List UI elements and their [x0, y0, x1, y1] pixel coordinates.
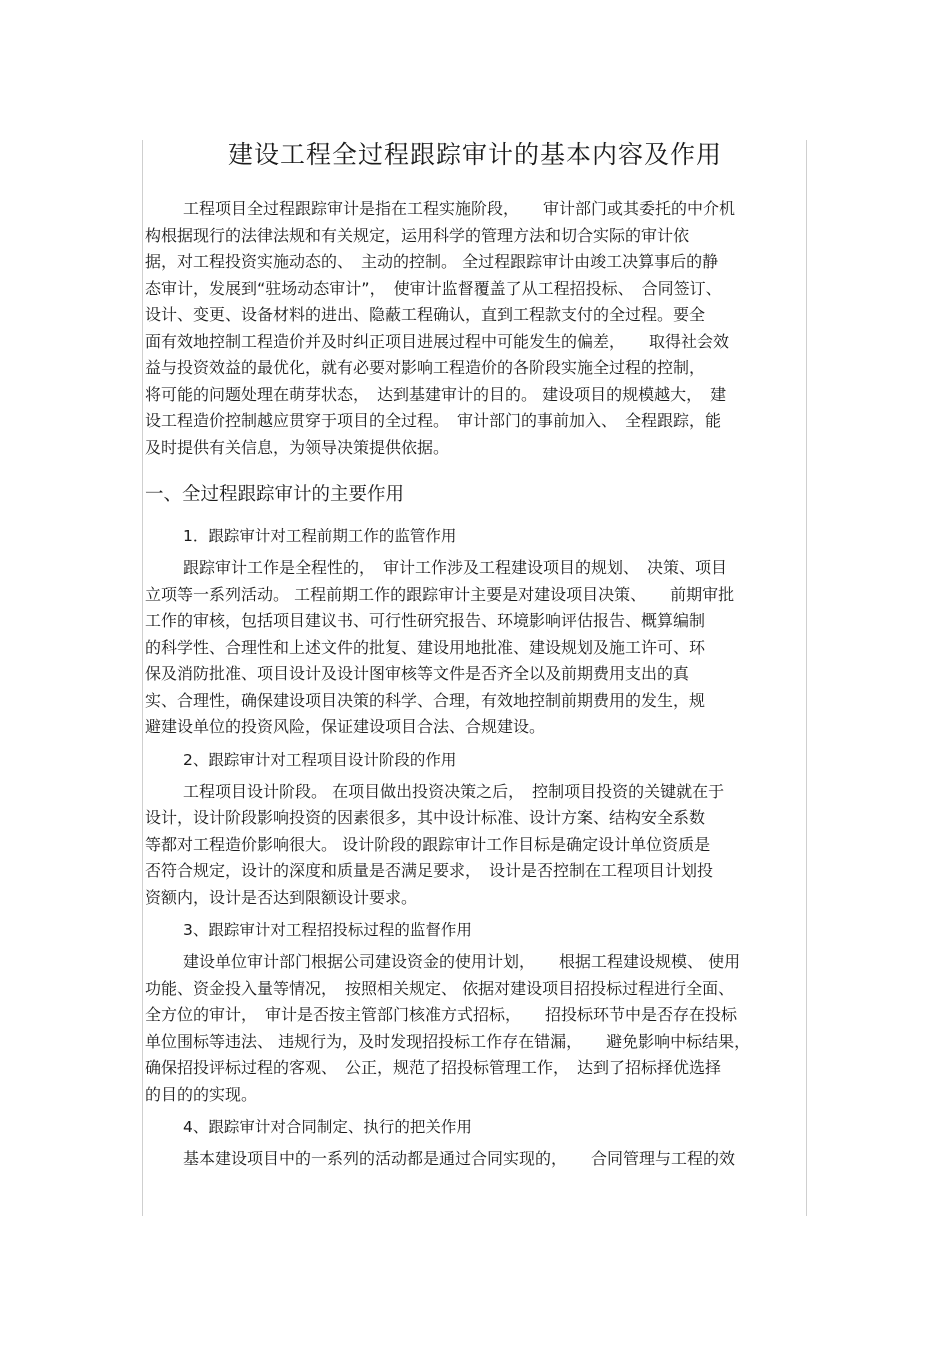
subsection-heading: 3、跟踪审计对工程招投标过程的监督作用 [183, 921, 472, 939]
document-title: 建设工程全过程跟踪审计的基本内容及作用 [227, 140, 722, 169]
text-line: 基本建设项目中的一系列的活动都是通过合同实现的， 合同管理与工程的效 [183, 1149, 736, 1168]
text-line: 工程项目全过程跟踪审计是指在工程实施阶段， 审计部门或其委托的中介机 [183, 199, 736, 218]
text-line: 跟踪审计工作是全程性的， 审计工作涉及工程建设项目的规划、 决策、项目 [183, 558, 728, 577]
text-line: 设计，设计阶段影响投资的因素很多，其中设计标准、设计方案、结构安全系数 [145, 808, 706, 827]
text-line: 的目的的实现。 [145, 1084, 258, 1104]
text-line: 工程项目设计阶段。 在项目做出投资决策之后， 控制项目投资的关键就在于 [183, 781, 725, 801]
text-line: 面有效地控制工程造价并及时纠正项目进展过程中可能发生的偏差， 取得社会效 [145, 331, 730, 351]
text-line: 据，对工程投资实施动态的、 主动的控制。 全过程跟踪审计由竣工决算事后的静 [145, 252, 719, 271]
text-line: 保及消防批准、项目设计及设计图审核等文件是否齐全以及前期费用支出的真 [145, 664, 690, 683]
text-line: 设计、变更、设备材料的进出、隐蔽工程确认，直到工程款支付的全过程。要全 [145, 305, 706, 324]
intro-paragraph [145, 196, 805, 461]
subsection-heading: 1．跟踪审计对工程前期工作的监管作用 [183, 527, 457, 545]
text-line: 构根据现行的法律法规和有关规定，运用科学的管理方法和切合实际的审计依 [145, 225, 690, 245]
document-body [145, 138, 805, 1173]
section-heading: 一、全过程跟踪审计的主要作用 [145, 484, 405, 505]
subsection-paragraph [145, 555, 805, 741]
text-line: 功能、资金投入量等情况， 按照相关规定、 依据对建设项目招投标过程进行全面、 [145, 978, 735, 998]
text-line: 及时提供有关信息，为领导决策提供依据。 [145, 437, 450, 457]
text-line: 避建设单位的投资风险，保证建设项目合法、合规建设。 [145, 717, 546, 736]
subsection-paragraph [145, 1146, 805, 1173]
subsection-heading: 4、跟踪审计对合同制定、执行的把关作用 [183, 1118, 472, 1136]
subsection-heading: 2、跟踪审计对工程项目设计阶段的作用 [183, 750, 457, 769]
subsection-paragraph [145, 949, 805, 1108]
text-line: 建设单位审计部门根据公司建设资金的使用计划， 根据工程建设规模、 使用 [183, 952, 741, 971]
page-border-left [142, 140, 143, 1216]
text-line: 益与投资效益的最优化，就有必要对影响工程造价的各阶段实施全过程的控制， [145, 358, 706, 377]
text-line: 等都对工程造价影响很大。 设计阶段的跟踪审计工作目标是确定设计单位资质是 [145, 834, 711, 854]
page-border-right [806, 140, 807, 1216]
text-line: 工作的审核，包括项目建议书、可行性研究报告、环境影响评估报告、概算编制 [145, 611, 706, 630]
text-line: 实、合理性，确保建设项目决策的科学、合理，有效地控制前期费用的发生，规 [145, 690, 706, 710]
text-line: 单位围标等违法、 违规行为，及时发现招投标工作存在错漏， 避免影响中标结果， [145, 1031, 751, 1051]
text-line: 确保招投评标过程的客观、 公正，规范了招投标管理工作， 达到了招标择优选择 [145, 1058, 722, 1077]
text-line: 立项等一系列活动。 工程前期工作的跟踪审计主要是对建设项目决策、 前期审批 [145, 584, 735, 604]
text-line: 的科学性、合理性和上述文件的批复、建设用地批准、建设规划及施工许可、环 [145, 637, 706, 657]
subsection-paragraph [145, 779, 805, 912]
text-line: 将可能的问题处理在萌芽状态， 达到基建审计的目的。 建设项目的规模越大， 建 [145, 384, 727, 404]
text-line: 资额内，设计是否达到限额设计要求。 [145, 887, 418, 907]
text-line: 全方位的审计， 审计是否按主管部门核准方式招标， 招投标环节中是否存在投标 [145, 1005, 738, 1024]
text-line: 设工程造价控制越应贯穿于项目的全过程。 审计部门的事前加入、 全程跟踪，能 [145, 411, 722, 430]
text-line: 态审计，发展到“驻场动态审计”， 使审计监督覆盖了从工程招投标、 合同签订、 [145, 278, 722, 298]
text-line: 否符合规定，设计的深度和质量是否满足要求， 设计是否控制在工程项目计划投 [145, 861, 714, 880]
